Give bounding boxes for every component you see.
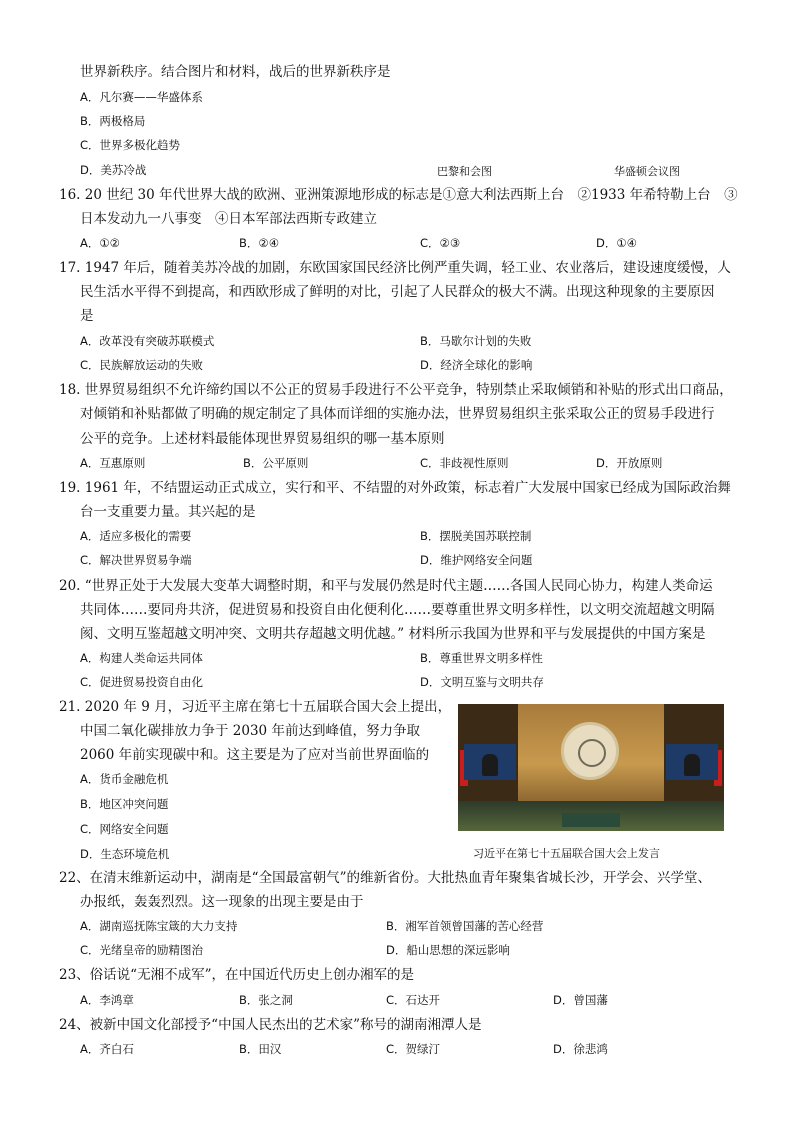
caption-washington: 华盛顿会议图 <box>614 165 680 178</box>
option-24-b[interactable]: B．田汉 <box>239 1042 282 1056</box>
option-16-d[interactable]: D．①④ <box>596 236 637 250</box>
option-19-d[interactable]: D．维护网络安全问题 <box>420 553 533 567</box>
option-19-c[interactable]: C．解决世界贸易争端 <box>80 553 192 567</box>
question-17-cont2: 是 <box>80 308 94 324</box>
option-18-c[interactable]: C．非歧视性原则 <box>420 456 509 470</box>
option-20-a[interactable]: A．构建人类命运共同体 <box>80 651 203 665</box>
podium <box>562 813 620 827</box>
question-21-cont1: 中国二氧化碳排放力争于 2030 年前达到峰值，努力争取 <box>80 723 420 739</box>
option-21-a[interactable]: A．货币金融危机 <box>80 772 169 786</box>
option-17-a[interactable]: A．改革没有突破苏联模式 <box>80 334 215 348</box>
option-20-c[interactable]: C．促进贸易投资自由化 <box>80 675 204 689</box>
option-19-b[interactable]: B．摆脱美国苏联控制 <box>420 529 532 543</box>
question-16: 16. 20 世纪 30 年代世界大战的欧洲、亚洲策源地形成的标志是①意大利法西斯上台 ②1933 年希特勒上台 ③ <box>59 187 738 203</box>
option-15-d[interactable]: D．美苏冷战 <box>80 163 147 177</box>
option-23-a[interactable]: A．李鸿章 <box>80 993 134 1007</box>
option-18-d[interactable]: D．开放原则 <box>596 456 663 470</box>
question-16-cont: 日本发动九一八事变 ④日本军部法西斯专政建立 <box>80 211 377 227</box>
speaker-figure <box>684 754 700 776</box>
option-19-a[interactable]: A．适应多极化的需要 <box>80 529 192 543</box>
option-16-c[interactable]: C．②③ <box>420 236 461 250</box>
option-22-a[interactable]: A．湖南巡抚陈宝箴的大力支持 <box>80 919 238 933</box>
option-16-a[interactable]: A．①② <box>80 236 120 250</box>
option-17-d[interactable]: D．经济全球化的影响 <box>420 358 533 372</box>
option-17-c[interactable]: C．民族解放运动的失败 <box>80 358 204 372</box>
caption-photo: 习近平在第七十五届联合国大会上发言 <box>473 847 660 860</box>
option-21-b[interactable]: B．地区冲突问题 <box>80 797 169 811</box>
question-20-cont1: 共同体……要同舟共济，促进贸易和投资自由化便利化……要尊重世界文明多样性，以文明交流超越文明隔 <box>80 602 715 618</box>
option-22-b[interactable]: B．湘军首领曾国藩的苦心经营 <box>386 919 544 933</box>
question-24: 24、被新中国文化部授予“中国人民杰出的艺术家”称号的湖南湘潭人是 <box>59 1017 482 1033</box>
question-18-cont1: 对倾销和补贴都做了明确的规定制定了具体而详细的实施办法，世界贸易组织主张采取公正的贸易手段进行 <box>80 406 715 422</box>
option-24-c[interactable]: C．贺绿汀 <box>386 1042 441 1056</box>
option-20-d[interactable]: D．文明互鉴与文明共存 <box>420 675 544 689</box>
question-19-cont: 台一支重要力量。其兴起的是 <box>80 504 256 520</box>
option-15-c[interactable]: C．世界多极化趋势 <box>80 138 181 152</box>
question-22-cont: 办报纸，轰轰烈烈。这一现象的出现主要是由于 <box>80 894 364 910</box>
question-18-cont2: 公平的竞争。上述材料最能体现世界贸易组织的哪一基本原则 <box>80 431 445 447</box>
question-20: 20. “世界正处于大发展大变革大调整时期，和平与发展仍然是时代主题……各国人民同心协力，构建人类命运 <box>59 578 713 594</box>
question-22: 22、在清末维新运动中，湖南是“全国最富朝气”的维新省份。大批热血青年聚集省城长沙，开学会、兴学堂、 <box>59 870 711 886</box>
question-18: 18. 世界贸易组织不允许缔约国以不公正的贸易手段进行不公平竞争，特别禁止采取倾销和补贴的形式出口商品， <box>59 382 733 398</box>
option-20-b[interactable]: B．尊重世界文明多样性 <box>420 651 543 665</box>
option-17-b[interactable]: B．马歇尔计划的失败 <box>420 334 532 348</box>
option-24-d[interactable]: D．徐悲鸿 <box>553 1042 608 1056</box>
speaker-figure <box>482 754 498 776</box>
question-21: 21. 2020 年 9 月，习近平主席在第七十五届联合国大会上提出， <box>59 699 452 715</box>
option-18-a[interactable]: A．互惠原则 <box>80 456 146 470</box>
option-18-b[interactable]: B．公平原则 <box>243 456 309 470</box>
option-24-a[interactable]: A．齐白石 <box>80 1042 134 1056</box>
option-15-b[interactable]: B．两极格局 <box>80 114 146 128</box>
option-21-d[interactable]: D．生态环境危机 <box>80 847 170 861</box>
question-19: 19. 1961 年，不结盟运动正式成立，实行和平、不结盟的对外政策，标志着广大发展中国家已经成为国际政治舞 <box>59 480 731 496</box>
question-17-cont1: 民生活水平得不到提高，和西欧形成了鲜明的对比，引起了人民群众的极大不满。出现这种现象的主要原因 <box>80 284 715 300</box>
question-23: 23、俗话说“无湘不成军”，在中国近代历史上创办湘军的是 <box>59 967 414 983</box>
caption-paris: 巴黎和会图 <box>437 165 492 178</box>
option-22-d[interactable]: D．船山思想的深远影响 <box>386 943 510 957</box>
option-22-c[interactable]: C．光绪皇帝的励精图治 <box>80 943 204 957</box>
option-23-b[interactable]: B．张之洞 <box>239 993 293 1007</box>
option-16-b[interactable]: B．②④ <box>239 236 280 250</box>
option-23-d[interactable]: D．曾国藩 <box>553 993 608 1007</box>
un-emblem-icon <box>561 722 619 780</box>
question-21-cont2: 2060 年前实现碳中和。这主要是为了应对当前世界面临的 <box>80 747 430 763</box>
option-23-c[interactable]: C．石达开 <box>386 993 441 1007</box>
option-15-a[interactable]: A．凡尔赛——华盛体系 <box>80 90 203 104</box>
un-assembly-photo <box>458 704 724 831</box>
question-15-stem: 世界新秩序。结合图片和材料，战后的世界新秩序是 <box>80 64 391 80</box>
option-21-c[interactable]: C．网络安全问题 <box>80 822 169 836</box>
question-17: 17. 1947 年后，随着美苏冷战的加剧，东欧国家国民经济比例严重失调，轻工业、农业落后，建设速度缓慢，人 <box>59 260 731 276</box>
question-20-cont2: 阂、文明互鉴超越文明冲突、文明共存超越文明优越。” 材料所示我国为世界和平与发展提供的中国方案是 <box>80 626 706 642</box>
